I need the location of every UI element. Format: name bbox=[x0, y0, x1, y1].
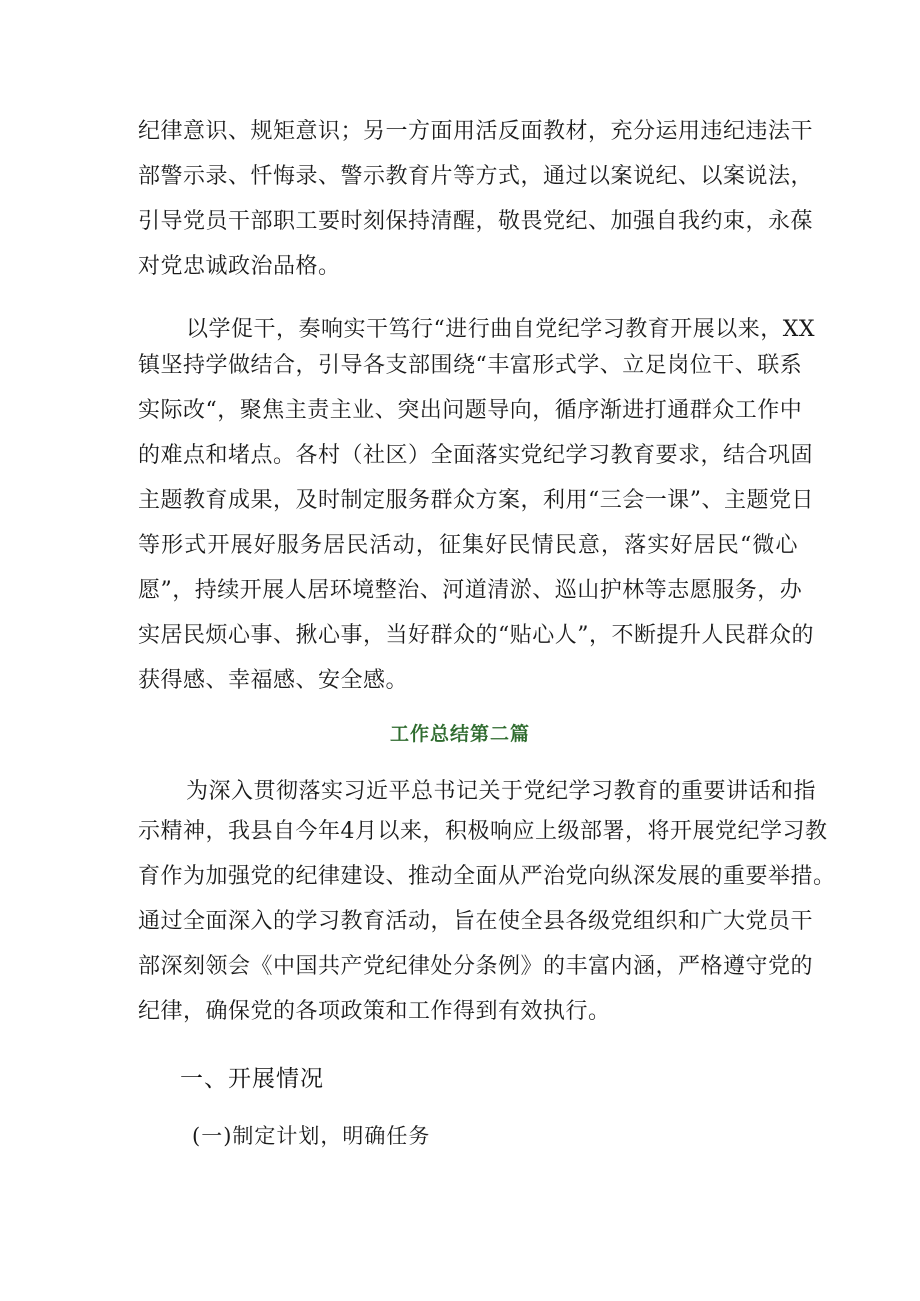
paragraph-line: 获得感、幸福感、安全感。 bbox=[138, 668, 409, 693]
paragraph-line: 通过全面深入的学习教育活动，旨在使全县各级党组织和广大党员干 bbox=[138, 909, 814, 934]
subsection-heading: (一)制定计划，明确任务 bbox=[192, 1124, 431, 1148]
paragraph-line: 纪律意识、规矩意识；另一方面用活反面教材，充分运用违纪违法干 bbox=[138, 119, 814, 144]
section-heading: 一、开展情况 bbox=[180, 1066, 324, 1092]
paragraph-line: 为深入贯彻落实习近平总书记关于党纪学习教育的重要讲话和指 bbox=[186, 779, 817, 804]
paragraph-line: 部深刻领会《中国共产党纪律处分条例》的丰富内涵，严格遵守党的 bbox=[138, 954, 814, 979]
paragraph-line: 实居民烦心事、揪心事，当好群众的“贴心人”，不断提升人民群众的 bbox=[138, 623, 814, 648]
paragraph-line: 的难点和堵点。各村（社区）全面落实党纪学习教育要求，结合巩固 bbox=[138, 443, 814, 468]
paragraph-line: 主题教育成果，及时制定服务群众方案，利用“三会一课”、主题党日 bbox=[138, 488, 814, 513]
paragraph-line: 纪律，确保党的各项政策和工作得到有效执行。 bbox=[138, 999, 611, 1024]
paragraph-line: 愿”，持续开展人居环境整治、河道清淤、巡山护林等志愿服务，办 bbox=[138, 578, 803, 603]
paragraph-line: 育作为加强党的纪律建设、推动全面从严治党向纵深发展的重要举措。 bbox=[138, 864, 836, 889]
article-title: 工作总结第二篇 bbox=[389, 723, 530, 745]
paragraph-line: 部警示录、忏悔录、警示教育片等方式，通过以案说纪、以案说法， bbox=[138, 164, 814, 189]
paragraph-line: 实际改“，聚焦主责主业、突出问题导向，循序渐进打通群众工作中 bbox=[138, 398, 803, 423]
paragraph-line: 镇坚持学做结合，引导各支部围绕“丰富形式学、立足岗位干、联系 bbox=[138, 353, 803, 378]
paragraph-line: 对党忠诚政治品格。 bbox=[138, 254, 341, 279]
paragraph-line: 等形式开展好服务居民活动，征集好民情民意，落实好居民“微心 bbox=[138, 533, 798, 558]
paragraph-line: 示精神，我县自今年4月以来，积极响应上级部署，将开展党纪学习教 bbox=[138, 819, 828, 844]
paragraph-line: 引导党员干部职工要时刻保持清醒，敬畏党纪、加强自我约束，永葆 bbox=[138, 209, 814, 234]
paragraph-line: 以学促干，奏响实干笃行“进行曲自党纪学习教育开展以来，XX bbox=[186, 317, 816, 342]
